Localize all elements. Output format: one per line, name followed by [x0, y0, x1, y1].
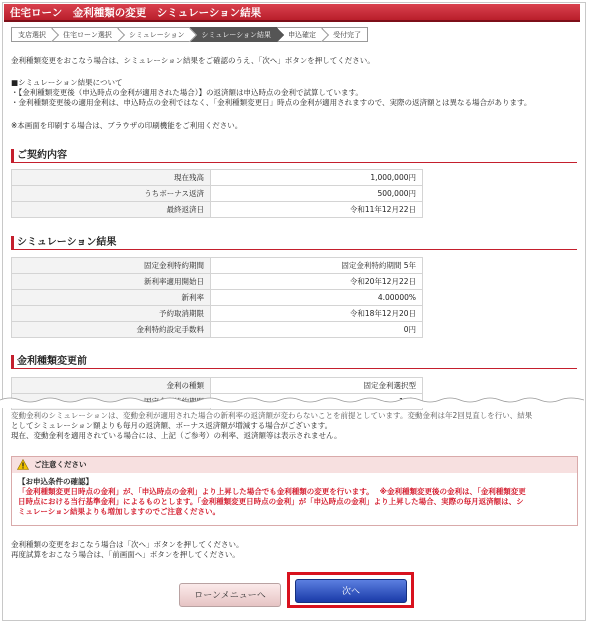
table-row	[12, 170, 423, 186]
step-application-confirm: 申込確定	[277, 27, 323, 42]
step-loan-select: 住宅ローン選択	[52, 27, 119, 42]
row-label: 新利率適用開始日	[12, 274, 211, 290]
variable-rate-note-1: 変動金利のシミュレーションは、変動金利が適用された場合の新利率の返済額が変わらないことを前提としています。変動金利は年2回見直しを行い、結果	[11, 411, 533, 420]
row-value: 令和11年12月22日	[211, 202, 423, 218]
caution-header	[12, 457, 577, 473]
print-note: ※本画面を印刷する場合は、ブラウザの印刷機能をご利用ください。	[11, 121, 243, 130]
about-title: ■シミュレーション結果について	[11, 78, 123, 87]
simulation-heading: シミュレーション結果	[11, 236, 577, 250]
row-value: 令和18年12月20日	[211, 306, 423, 322]
row-label: 予約取消期限	[12, 306, 211, 322]
row-value: 令和20年12月22日	[211, 274, 423, 290]
row-label: 最終返済日	[12, 202, 211, 218]
row-label: うちボーナス返済	[12, 186, 211, 202]
row-label: 現在残高	[12, 170, 211, 186]
table-row	[12, 306, 423, 322]
contract-heading: ご契約内容	[11, 149, 577, 163]
warning-icon	[17, 459, 29, 470]
caution-line-1a: 「金利種類変更日時点の金利」が、「申込時点の金利」より上昇した場合でも金利種類の変更を行います。	[18, 487, 374, 496]
about-line-2: ・金利種類変更後の適用金利は、申込時点の金利ではなく、「金利種類変更日」時点の金利が適用されますので、実際の返済額とは異なる場合があります。	[11, 98, 532, 107]
table-row	[12, 290, 423, 306]
table-row	[12, 322, 423, 338]
caution-body	[12, 473, 577, 521]
step-progress	[11, 27, 367, 42]
caution-line-1b: ※金利種類変更後の金利は、「金利種類変更	[379, 487, 526, 496]
caution-line-3: ミュレーション結果よりも増加しますのでご注意ください。	[18, 507, 221, 516]
caution-title: ご注意ください	[34, 460, 87, 469]
variable-rate-note-2: としてシミュレーション額よりも毎月の返済額、ボーナス返済額が増減する場合がございます。	[11, 421, 333, 430]
row-value: 500,000円	[211, 186, 423, 202]
footer-instruction-2: 再度試算をおこなう場合は、「前画面へ」ボタンを押してください。	[11, 550, 240, 559]
simulation-table	[11, 257, 423, 338]
variable-rate-note-3: 現在、変動金利を適用されている場合には、上記（ご参考）の利率、返済額等は表示されません。	[11, 431, 342, 440]
row-value: 1,000,000円	[211, 170, 423, 186]
before-change-heading: 金利種類変更前	[11, 355, 577, 369]
torn-edge-divider	[0, 394, 584, 408]
row-value: 固定金利選択型	[211, 378, 423, 394]
table-row	[12, 378, 423, 394]
step-simulation: シミュレーション	[118, 27, 192, 42]
intro-text: 金利種類変更をおこなう場合は、シミュレーション結果をご確認のうえ、「次へ」ボタンを押してください。	[11, 56, 375, 65]
row-label: 新利率	[12, 290, 211, 306]
next-button[interactable]: 次へ	[295, 579, 407, 603]
table-row	[12, 186, 423, 202]
contract-table	[11, 169, 423, 218]
table-row	[12, 202, 423, 218]
footer-instruction-1: 金利種類の変更をおこなう場合は「次へ」ボタンを押してください。	[11, 540, 244, 549]
row-value: 4.00000%	[211, 290, 423, 306]
table-row	[12, 258, 423, 274]
caution-line-2: 日時点における当行基準金利」によるものとします。「金利種類変更日時点の金利」が「申込時点の金利」より上昇した場合、実際の毎月返済額は、シ	[18, 497, 524, 506]
step-complete: 受付完了	[322, 27, 368, 42]
caution-box	[11, 456, 578, 526]
page-title: 住宅ローン 金利種類の変更 シミュレーション結果	[4, 4, 580, 22]
row-label: 金利の種類	[12, 378, 211, 394]
loan-menu-button[interactable]: ローンメニューへ	[179, 583, 281, 607]
table-row	[12, 274, 423, 290]
about-line-1: ・【金利種類変更後（申込時点の金利が適用された場合）】の返済額は申込時点の金利で試算しています。	[11, 88, 363, 97]
caution-subtitle: 【お申込条件の確認】	[18, 477, 93, 486]
row-value: 0円	[211, 322, 423, 338]
row-label: 金利特約設定手数料	[12, 322, 211, 338]
row-value: 固定金利特約期間 5年	[211, 258, 423, 274]
row-label: 固定金利特約期間	[12, 258, 211, 274]
step-simulation-result: シミュレーション結果	[190, 27, 278, 42]
step-branch-select: 支店選択	[11, 27, 53, 42]
